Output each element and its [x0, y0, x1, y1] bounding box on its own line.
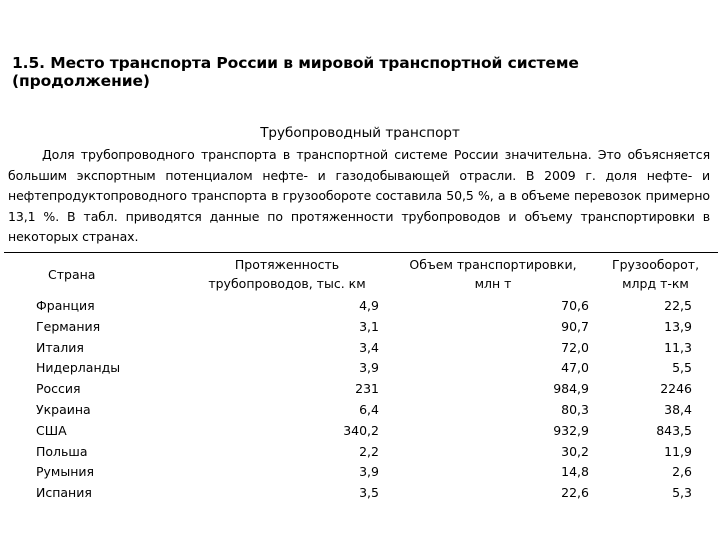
- cell-country: Румыния: [36, 464, 95, 480]
- table-row: [4, 421, 718, 442]
- cell-volume: 80,3: [561, 401, 589, 417]
- table-row: [4, 442, 718, 463]
- cell-country: Россия: [36, 381, 81, 397]
- cell-length: 3,4: [359, 339, 379, 355]
- header-volume-line-2: млн т: [474, 276, 512, 291]
- cell-volume: 22,6: [561, 485, 589, 501]
- cell-length: 3,9: [359, 360, 379, 376]
- cell-turnover: 843,5: [656, 422, 692, 438]
- cell-country: Франция: [36, 298, 95, 313]
- cell-country: США: [36, 422, 67, 438]
- cell-volume: 984,9: [553, 381, 589, 397]
- cell-country: Испания: [36, 485, 92, 501]
- cell-length: 340,2: [343, 422, 379, 438]
- cell-volume: 70,6: [561, 298, 589, 313]
- table-row: [4, 317, 718, 338]
- cell-volume: 47,0: [561, 360, 589, 376]
- pipeline-table: [4, 252, 718, 504]
- header-country: Страна: [4, 253, 181, 297]
- cell-country: Германия: [36, 318, 101, 334]
- table-row: [4, 338, 718, 359]
- table-header-row: [4, 253, 718, 297]
- cell-length: 231: [355, 381, 379, 397]
- header-volume-line-1: Объем транспортировки,: [409, 257, 577, 272]
- cell-length: 3,1: [359, 318, 379, 334]
- cell-country: Италия: [36, 339, 84, 355]
- cell-turnover: 2,6: [672, 464, 692, 480]
- cell-country: Польша: [36, 443, 88, 459]
- table-row: [4, 400, 718, 421]
- header-turnover: [593, 253, 718, 297]
- cell-turnover: 22,5: [664, 298, 692, 313]
- header-turnover-line-2: млрд т-км: [622, 276, 689, 291]
- cell-country: Украина: [36, 401, 91, 417]
- cell-length: 3,5: [359, 485, 379, 501]
- table-row: [4, 358, 718, 379]
- section-heading: Трубопроводный транспорт: [260, 125, 460, 141]
- cell-turnover: 5,3: [672, 485, 692, 501]
- cell-length: 2,2: [359, 443, 379, 459]
- cell-turnover: 38,4: [664, 401, 692, 417]
- cell-volume: 14,8: [561, 464, 589, 480]
- body-paragraph: Доля трубопроводного транспорта в транспортной системе России значительна. Это объясняется большим экспортным потенциалом нефте- и газодобывающей отрасли. В 2009 г. доля нефте- и нефтепродуктопроводного транспорта в грузообороте составила 50,5 %, а в объеме перевозок примерно 13,1 %. В табл. приводятся данные по протяженности трубопроводов и объему транспортировки в некоторых странах.: [8, 147, 710, 244]
- cell-turnover: 13,9: [664, 318, 692, 334]
- cell-volume: 72,0: [561, 339, 589, 355]
- cell-length: 4,9: [359, 298, 379, 313]
- cell-turnover: 11,9: [664, 443, 692, 459]
- cell-turnover: 5,5: [672, 360, 692, 376]
- header-volume: [393, 253, 593, 297]
- cell-turnover: 11,3: [664, 339, 692, 355]
- cell-volume: 90,7: [561, 318, 589, 334]
- header-length-line-1: Протяженность: [234, 257, 340, 272]
- header-length: [181, 253, 393, 297]
- cell-length: 3,9: [359, 464, 379, 480]
- slide-title: 1.5. Место транспорта России в мировой транспортной системе (продолжение): [12, 54, 579, 90]
- cell-country: Нидерланды: [36, 360, 121, 376]
- cell-volume: 932,9: [553, 422, 589, 438]
- header-length-line-2: трубопроводов, тыс. км: [208, 276, 366, 291]
- header-turnover-line-1: Грузооборот,: [611, 257, 700, 272]
- table-row: [4, 483, 718, 504]
- cell-volume: 30,2: [561, 443, 589, 459]
- table-row: [4, 462, 718, 483]
- table-row: [4, 379, 718, 400]
- cell-turnover: 2246: [660, 381, 692, 397]
- cell-length: 6,4: [359, 401, 379, 417]
- table-row: [4, 296, 718, 317]
